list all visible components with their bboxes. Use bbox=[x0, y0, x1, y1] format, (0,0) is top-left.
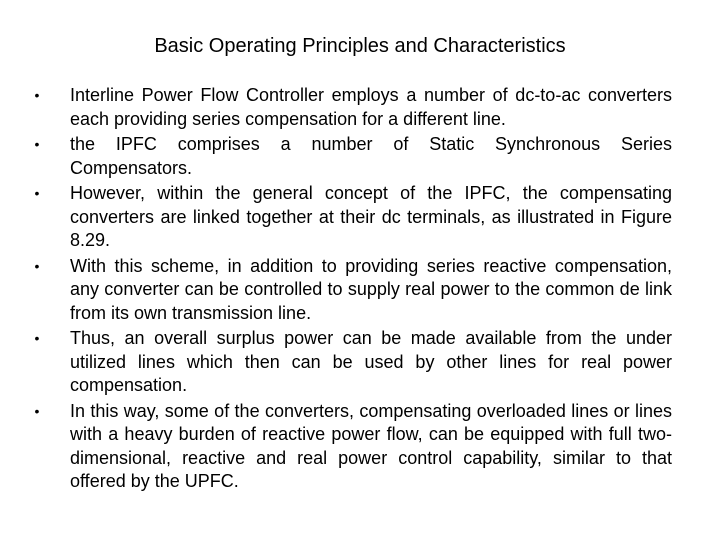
slide-title: Basic Operating Principles and Characteristics bbox=[154, 35, 566, 57]
bullet-point-icon: • bbox=[34, 136, 40, 152]
bullet-text: With this scheme, in addition to providing series reactive compensation, any converter can be controlled to supply real power to the common de link from its own transmission line. bbox=[70, 255, 672, 323]
bullet-point-icon: • bbox=[34, 330, 40, 346]
bullet-item bbox=[30, 133, 672, 180]
bullet-item bbox=[30, 327, 672, 398]
bullet-point-icon: • bbox=[34, 185, 40, 201]
bullet-text: In this way, some of the converters, compensating overloaded lines or lines with a heavy burden of reactive power flow, can be equipped with full two-dimensional, reactive and real power control capability, similar to that offered by the UPFC. bbox=[70, 400, 672, 491]
bullet-item bbox=[30, 400, 672, 494]
bullet-item bbox=[30, 182, 672, 253]
bullet-text: However, within the general concept of the IPFC, the compensating converters are linked together at their dc terminals, as illustrated in Figure 8.29. bbox=[70, 183, 672, 250]
bullet-point-icon: • bbox=[34, 87, 40, 103]
bullet-item bbox=[30, 255, 672, 326]
bullet-text: Interline Power Flow Controller employs a number of dc-to-ac converters each providing series compensation for a different line. bbox=[70, 85, 672, 129]
bullet-point-icon: • bbox=[34, 402, 40, 419]
bullet-text: Thus, an overall surplus power can be made available from the under utilized lines which then can be used by other lines for real power compensation. bbox=[70, 328, 672, 395]
bullet-text: the IPFC comprises a number of Static Synchronous Series Compensators. bbox=[70, 134, 672, 178]
bullet-point-icon: • bbox=[34, 257, 40, 274]
bullet-item bbox=[30, 84, 672, 131]
bullet-list bbox=[30, 84, 672, 496]
